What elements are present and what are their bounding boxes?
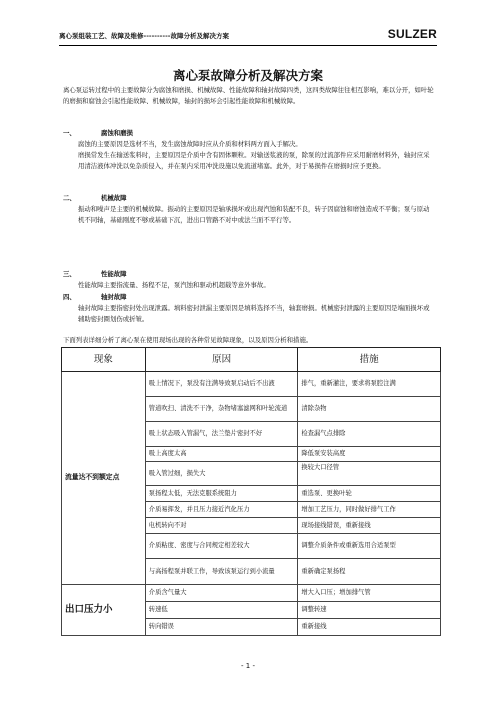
- measure-cell: 重新确定泵扬程: [298, 559, 441, 585]
- section-2-para-1: 振动和噪声是主要的机械故障。振动的主要原因是轴承损坏或出现汽蚀和装配不良，转子因腐蚀和磨蚀造成不平衡；泵与原动机不同轴，基础刚度不够或基础下沉，进出口管路不对中或法兰面不平行等。: [78, 205, 430, 224]
- section-3-para-1: 性能故障主要指流量、扬程不足，泵汽蚀和驱动机超载等意外事故。: [78, 281, 270, 289]
- section-title: 性能故障: [101, 270, 127, 278]
- cause-cell: 吸上情况下，泵没有注满导致泵启动后不出液: [145, 372, 298, 397]
- page-number: - 1 -: [241, 662, 255, 670]
- section-title: 腐蚀和磨损: [101, 129, 133, 137]
- phenomenon-cell: 出口压力小: [62, 585, 146, 636]
- sulzer-logo: SULZER: [387, 27, 437, 41]
- section-number: 三、: [63, 270, 76, 278]
- measure-cell: 换较大口径管: [298, 462, 441, 486]
- cause-cell: 电机转向不对: [145, 518, 298, 534]
- measure-cell: 清除杂物: [298, 397, 441, 422]
- table-lead-text: 下面列表详细分析了离心泵在使用现场出现的各种常见故障现象，以及原因分析和措施。: [63, 336, 313, 344]
- intro-paragraph: 离心泵运转过程中的主要故障分为腐蚀和磨损、机械故障、性能故障和轴封故障四类，这四类故障往往相互影响，难以分开，如叶轮的磨损和腐蚀会引起性能故障、机械故障，轴封的损坏会引起性能故障和机械故障。: [63, 86, 434, 105]
- measure-cell: 重选泵、更换叶轮: [298, 486, 441, 502]
- section-1-para-1: 腐蚀的主要原因是选材不当，发生腐蚀故障时应从介质和材料两方面入手解决。: [78, 140, 302, 148]
- cause-cell: 转速低: [145, 602, 298, 619]
- measure-cell: 降低泵安装高度: [298, 447, 441, 462]
- header-cause: 原因: [145, 348, 298, 372]
- section-1-para-2: 磨损常发生在输送浆料时，主要原因是介质中含有固体颗粒。对输送浆液的泵，除泵的过流部件应采用耐磨材料外，轴封应采用清洁液体冲洗以免杂质侵入，并在泵内采用冲洗设施以免流道堵塞。此外，对于易损件在磨损时应予更换。: [78, 151, 430, 170]
- header-phenomenon: 现象: [62, 348, 146, 372]
- section-heading-4: [63, 292, 127, 303]
- measure-cell: 检查漏气点排除: [298, 422, 441, 447]
- measure-cell: 现场接线错误，重新接线: [298, 518, 441, 534]
- section-heading-2: [63, 193, 127, 204]
- header-title: 离心泵组装工艺、故障及维修----------故障分析及解决方案: [59, 32, 229, 40]
- cause-cell: 吸上高度太高: [145, 447, 298, 462]
- cause-cell: 介质含气量大: [145, 585, 298, 602]
- measure-cell: 重新接线: [298, 619, 441, 636]
- cause-cell: 吸上状态吸入管漏气，法兰垫片密封不好: [145, 422, 298, 447]
- table-header-row: [62, 348, 441, 372]
- cause-cell: 吸入管过细，损失大: [145, 462, 298, 486]
- phenomenon-cell: 流量达不到额定点: [62, 372, 146, 585]
- document-title: 离心泵故障分析及解决方案: [172, 68, 323, 83]
- section-4-para-1: 轴封故障主要指密封处出现泄露。填料密封泄漏主要原因是填料选择不当，轴套磨损。机械密封泄露的主要原因是端面损坏或辅助密封圈划伤或折皱。: [78, 304, 430, 323]
- measure-cell: 调整介质条件或重新选用合适泵型: [298, 534, 441, 559]
- header-divider: [59, 45, 437, 46]
- section-heading-1: [63, 128, 133, 139]
- table-row: [62, 372, 441, 397]
- measure-cell: 调整转速: [298, 602, 441, 619]
- cause-cell: 管道吹扫、清洗不干净，杂物堵塞滤网和叶轮流道: [145, 397, 298, 422]
- table-row: [62, 585, 441, 602]
- fault-analysis-table: [61, 347, 441, 636]
- measure-cell: 增加工艺压力，同时做好排气工作: [298, 502, 441, 518]
- section-heading-3: [63, 269, 127, 280]
- section-number: 一、: [63, 129, 76, 137]
- section-number: 二、: [63, 194, 76, 202]
- header-measure: 措施: [298, 348, 441, 372]
- cause-cell: 介质易挥发，并且压力接近汽化压力: [145, 502, 298, 518]
- section-number: 四、: [63, 293, 76, 301]
- page-header: [59, 28, 437, 44]
- cause-cell: 介质粘度、密度与合同规定相差较大: [145, 534, 298, 559]
- cause-cell: 与高扬程泵并联工作，导致该泵运行到小流量: [145, 559, 298, 585]
- measure-cell: 增大入口压；增加排气管: [298, 585, 441, 602]
- measure-cell: 排气，重新灌注，要求将泵腔注满: [298, 372, 441, 397]
- cause-cell: 泵扬程太低，无法克服系统阻力: [145, 486, 298, 502]
- cause-cell: 转向错误: [145, 619, 298, 636]
- section-title: 机械故障: [101, 194, 127, 202]
- section-title: 轴封故障: [101, 293, 127, 301]
